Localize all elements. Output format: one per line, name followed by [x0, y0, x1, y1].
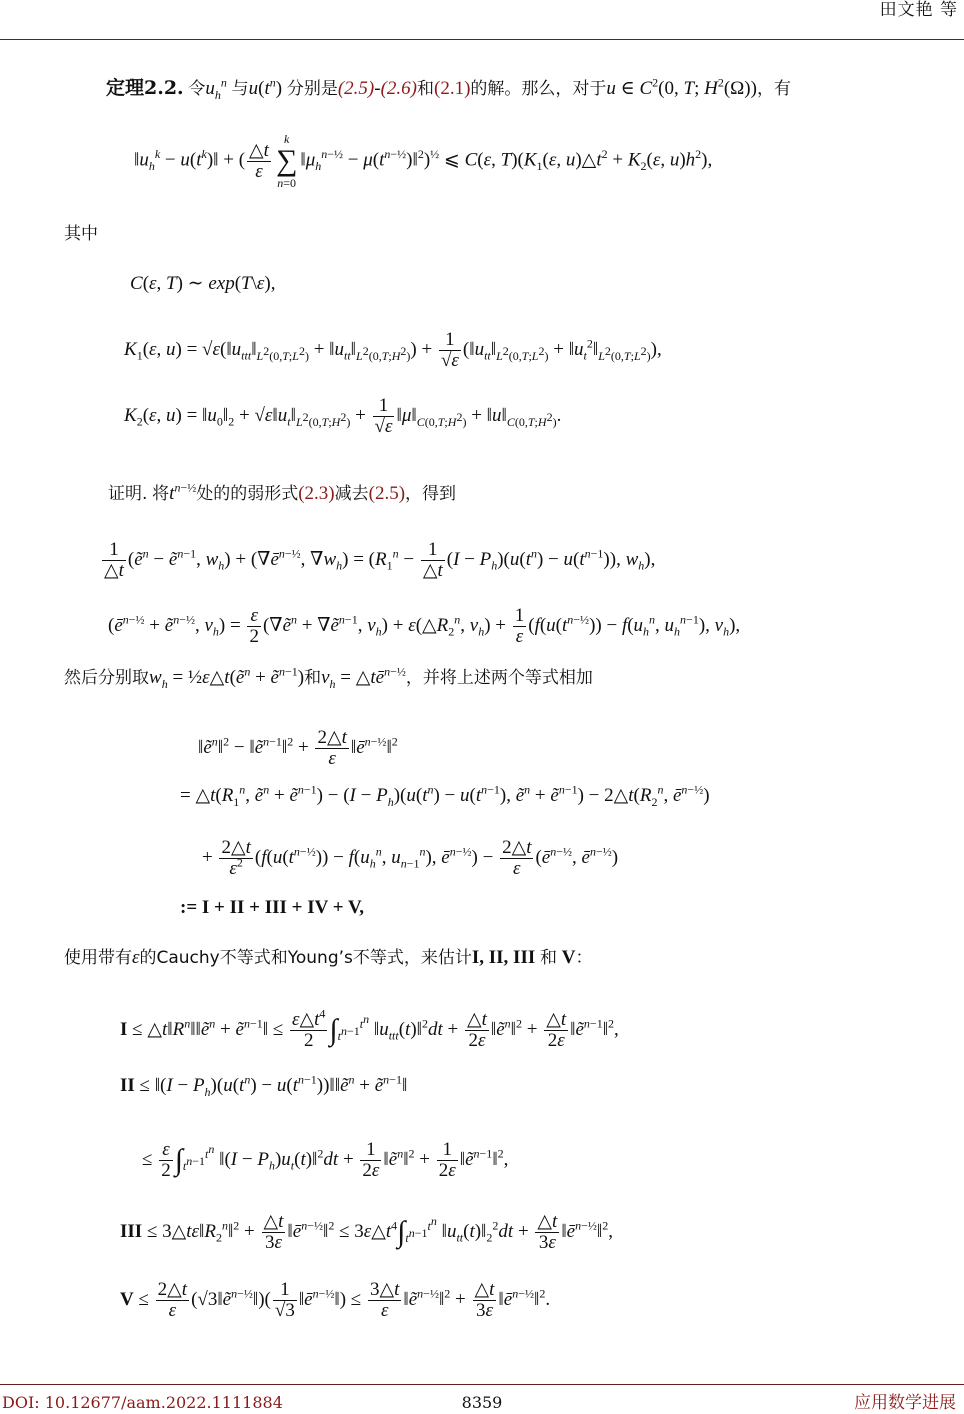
proof-label: 证明.	[108, 484, 148, 504]
k1-definition: $K_1(\varepsilon$, $u) = √\varepsilon(‖u_{ttt}‖_{L^2(0,T;L^2)}$ + $‖u_{tt}‖_{L^2(0,T;H^2)}$) + $\frac{1}{√\varepsilon}$ ($‖u_{tt}‖_{L^2(0,T;L^2)}$ + $‖u_t^2‖_{L^2(0,T;L^2)}$),	[124, 329, 662, 371]
c-definition: C(ε, T) ∼ exp(T\ε),	[130, 273, 276, 294]
cauchy-young-sentence: 使用带有ε的Cauchy不等式和Young’s不等式，来估计I, II, III 和 V：	[64, 947, 593, 968]
estimate-II-line-2: ≤ $\frac{\varepsilon}{2}$ $\int_{t^{n-1}}^{t^n}$ ‖(I − $P_h)u_t(t)‖^2dt$ + $\frac{1}{2\varepsilon}$ ‖ẽ$^n$‖$^2$ + $\frac{1}{2\varepsilon}$ ‖ẽ$^{n-1}$‖$^2$,	[142, 1139, 509, 1181]
page-number: 8359	[461, 1393, 503, 1412]
equation-ref-2-6[interactable]: (2.6)	[380, 78, 417, 99]
header-rule	[0, 39, 964, 40]
energy-identity-line-1: ‖ẽ$^n$‖$^2$ − ‖ẽ$^{n-1}$‖$^2$ + $\frac{2\triangle t}{\varepsilon}$ $‖ē^{n-\frac{1}{2}}‖^2$	[198, 727, 398, 769]
where-text: 其中	[64, 224, 98, 244]
estimate-I: $I \le \triangle t‖R^n‖‖ẽ^n$ + ẽ$^{n-1}$‖ ≤ $\frac{\varepsilon\triangle t^4}{2}$ $\int_{t^{n-1}}^{t^n}$ $‖u_{ttt}(t)‖^2dt$ + $\frac{\triangle t}{2\varepsilon}$ ‖ẽ$^n$‖$^2$ + $\frac{\triangle t}{2\varepsilon}$ ‖ẽ$^{n-1}$‖$^2$,	[120, 1006, 619, 1051]
equation-ref-2-5[interactable]: (2.5)	[337, 78, 375, 99]
doi-link[interactable]: DOI: 10.12677/aam.2022.1111884	[2, 1393, 283, 1412]
k2-definition: $K_2(\varepsilon$, $u) = ‖u_0‖_2$ + $√\varepsilon‖u_t‖_{L^2(0,T;H^2)}$ + $\frac{1}{√\varepsilon}$ $‖\mu‖_{C(0,T;H^2)}$ + $‖u‖_{C(0,T;H^2)}$.	[124, 395, 562, 437]
theorem-main-inequality: $‖u_h^k$ − $u(t^k)‖$ + ( $\frac{\triangle t}{\varepsilon}$ k ∑ $n=0‖\mu_h^{n-\frac{1}{2}}$ − $\mu(t^{n-\frac{1}{2}})‖^2)^{\frac{1}{2}}$ ⩽ C(ε, $T)(K_1(\varepsilon$, $u)\triangle t^2 + K_2(\varepsilon$, $u)h^2$),	[134, 132, 713, 190]
journal-name[interactable]: 应用数学进展	[854, 1393, 956, 1413]
choose-test-functions: 然后分别取$w_h$ = ½ε△t(ẽ$^n$ + ẽ$^{n-1}$)和$v_h$ = $\triangle tē^{n-\frac{1}{2}}$，并将上述两个等式相加	[64, 664, 593, 691]
equation-ref-2-1[interactable]: (2.1)	[434, 78, 471, 99]
energy-identity-line-2: = $\triangle t(R_1^n$, ẽ$^n$ + ẽ$^{n-1}$) − $(I - P_h)(u(t^n) - u(t^{n-1})$, ẽ$^n$ + ẽ$^{n-1}$) − $2\triangle t(R_2^n$, $ē^{n-\frac{1}{2}}$)	[180, 782, 710, 809]
error-equation-1: $\frac{1}{\triangle t}$ (ẽ$^n$ − ẽ$^{n-1}$, $w_h$) + ($\nabla ē^{n-\frac{1}{2}}$, $\nabla w_h) = (R_1^n$ − $\frac{1}{\triangle t}$ $(I - P_h)(u(t^n) - u(t^{n-1}))$, $w_h$),	[104, 539, 656, 581]
energy-identity-line-3: + $\frac{2\triangle t}{\varepsilon^2}$ ($f(u(t^{n-\frac{1}{2}})) - f(u_h^n$, $u_{n-1}^n$), $ē^{n-\frac{1}{2}}$) − $\frac{2\triangle t}{\varepsilon}$ ($ē^{n-\frac{1}{2}}$, $ē^{n-\frac{1}{2}}$)	[202, 837, 619, 879]
running-header-author: 田文艳 等	[879, 0, 958, 20]
proof-intro: 证明. 将$t^{n-\frac{1}{2}}$处的的弱形式(2.3)减去(2.5)，得到	[108, 480, 457, 504]
estimate-III: III ≤ $3\triangle t\varepsilon‖R_2^n‖^2$ + $\frac{\triangle t}{3\varepsilon}$ $‖ē^{n-\frac{1}{2}}‖^2$ ≤ $3\varepsilon\triangle t^4\int_{t^{n-1}}^{t^n}$ $‖u_{tt}(t)‖_2^2dt$ + $\frac{\triangle t}{3\varepsilon}$ $‖ē^{n-\frac{1}{2}}‖^2$,	[120, 1211, 613, 1253]
error-equation-2: ($ē^{n-\frac{1}{2}}$ + ẽ$^{n-\frac{1}{2}}$, $v_h$) = $\frac{\varepsilon}{2}$ (∇ẽ$^n$ + ∇ẽ$^{n-1}$, $v_h$) + $\varepsilon(\triangle R_2^n$, $v_h$) + $\frac{1}{\varepsilon}$ ($f(u(t^{n-\frac{1}{2}})) - f(u_h^n$, $u_h^{n-1}$), $v_h$),	[108, 605, 741, 647]
estimate-II-line-1: II ≤ ‖(I − $P_h)(u(t^n)$ − $u(t^{n-1}))‖‖ẽ^n$ + ẽ$^{n-1}$‖	[120, 1072, 408, 1099]
equation-ref-2-5b[interactable]: (2.5)	[368, 483, 406, 504]
theorem-statement: 定理2.2. 令$u_h^n$ 与$u(t^n)$ 分别是(2.5)-(2.6)和(2.1)的解。那么，对于u ∈ $C^2(0$, T; $H^2(\Omega)$)，有	[106, 75, 791, 102]
roman-sum: := I + II + III + IV + V,	[180, 897, 365, 918]
theorem-label: 定理2.2.	[106, 77, 184, 99]
estimate-V: V ≤ $\frac{2\triangle t}{\varepsilon}$ (√3‖ẽ$^{n-\frac{1}{2}}$‖)( $\frac{1}{√3}$ $‖ē^{n-\frac{1}{2}}‖$) ≤ $\frac{3\triangle t}{\varepsilon}$ ‖ẽ$^{n-\frac{1}{2}}$‖$^2$ + $\frac{\triangle t}{3\varepsilon}$ $‖ē^{n-\frac{1}{2}}‖^2$.	[120, 1279, 551, 1321]
equation-ref-2-3[interactable]: (2.3)	[298, 483, 335, 504]
footer-rule	[0, 1384, 964, 1385]
